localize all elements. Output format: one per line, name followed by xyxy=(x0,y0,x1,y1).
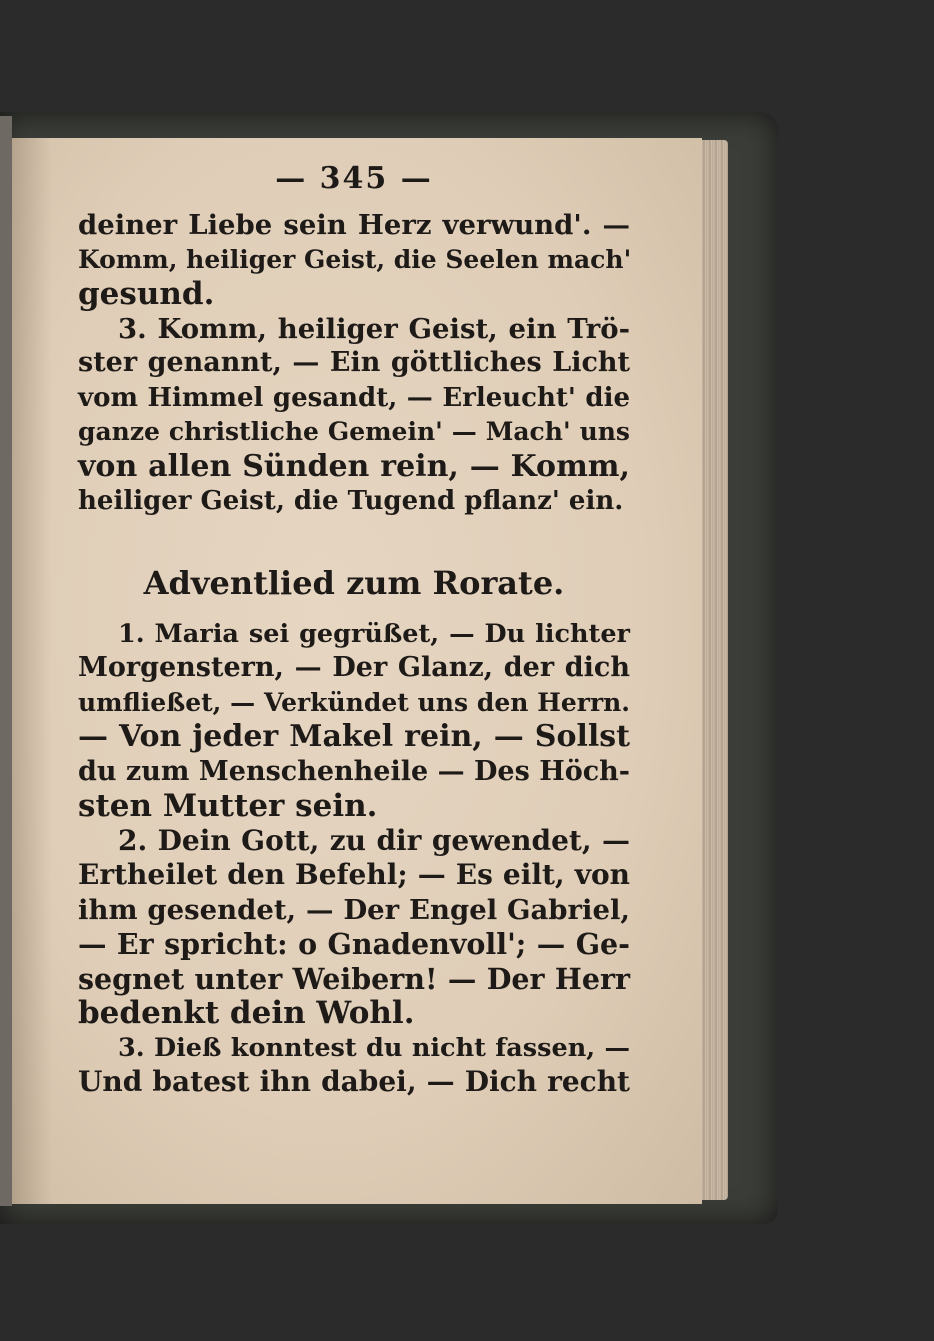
text-line: 2. Dein Gott, zu dir gewendet, — xyxy=(118,823,630,857)
hymn-heading: Adventlied zum Rorate. xyxy=(143,563,565,602)
text-line: bedenkt dein Wohl. xyxy=(78,995,415,1031)
text-line: von allen Sünden rein, — Komm, xyxy=(78,448,630,484)
text-line: sten Mutter sein. xyxy=(78,788,378,824)
text-line: Morgenstern, — Der Glanz, der dich xyxy=(78,652,630,683)
text-line: umfließet, — Verkündet uns den Herrn. xyxy=(78,687,630,717)
hymn-verses-top xyxy=(78,208,630,519)
text-line: deiner Liebe sein Herz verwund'. — xyxy=(78,209,630,241)
gutter-shadow xyxy=(12,138,52,1204)
text-line: — Von jeder Makel rein, — Sollst xyxy=(78,719,630,754)
hymn-verses-bottom xyxy=(78,617,630,1100)
text-line: 3. Komm, heiliger Geist, ein Trö- xyxy=(118,312,630,345)
text-line: ster genannt, — Ein göttliches Licht xyxy=(78,347,630,378)
text-line: ihm gesendet, — Der Engel Gabriel, xyxy=(78,893,630,926)
text-line: 3. Dieß konntest du nicht fassen, — xyxy=(118,1032,630,1063)
text-line: gesund. xyxy=(78,276,215,312)
text-line: Komm, heiliger Geist, die Seelen mach' xyxy=(78,244,632,274)
text-line: ganze christliche Gemein' — Mach' uns xyxy=(78,417,630,446)
text-line: Ertheilet den Befehl; — Es eilt, von xyxy=(78,858,630,891)
text-line: vom Himmel gesandt, — Erleucht' die xyxy=(78,382,630,413)
page-number: — 345 — xyxy=(275,161,433,196)
cover-spine-edge xyxy=(0,116,12,1206)
text-line: heiliger Geist, die Tugend pflanz' ein. xyxy=(78,486,624,516)
text-line: du zum Menschenheile — Des Höch- xyxy=(78,755,630,787)
text-line: — Er spricht: o Gnadenvoll'; — Ge- xyxy=(78,927,630,961)
page-text xyxy=(78,150,630,1100)
text-line: Und batest ihn dabei, — Dich recht xyxy=(78,1065,630,1098)
text-line: segnet unter Weibern! — Der Herr xyxy=(78,961,630,996)
text-line: 1. Maria sei gegrüßet, — Du lichter xyxy=(118,618,630,649)
